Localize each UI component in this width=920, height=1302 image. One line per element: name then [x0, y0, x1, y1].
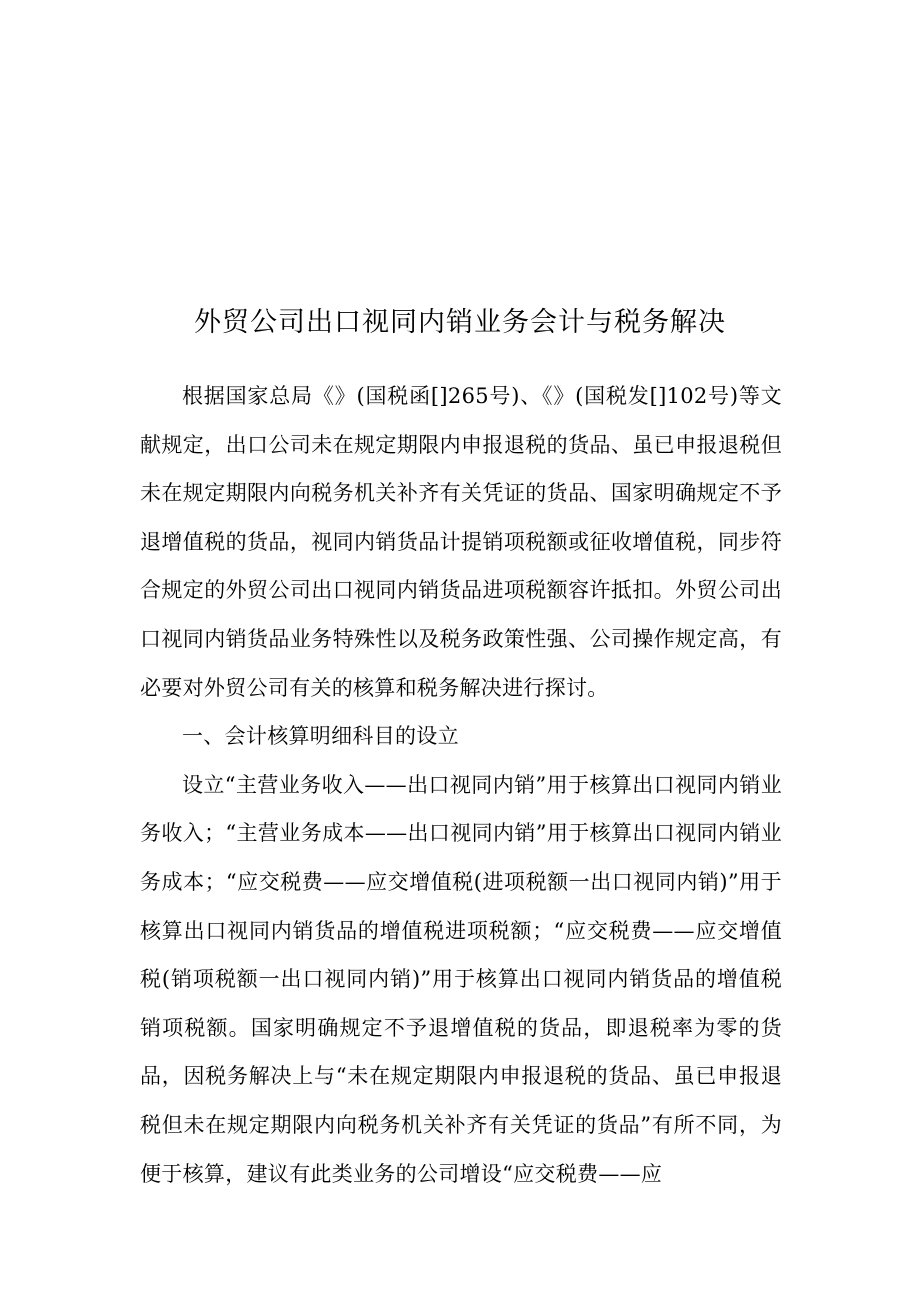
paragraph-accounts: 设立“主营业务收入——出口视同内销”用于核算出口视同内销业务收入；“主营业务成本——出口视同内销”用于核算出口视同内销业务成本；“应交税费——应交增值税(进项税额一出口视同内销)”用于核算出口视同内销货品的增值税进项税额；“应交税费——应交增值税(销项税额一出口视同内销)”用于核算出口视同内销货品的增值税销项税额。国家明确规定不予退增值税的货品，即退税率为零的货品，因税务解决上与“未在规定期限内申报退税的货品、虽已申报退税但未在规定期限内向税务机关补齐有关凭证的货品”有所不同，为便于核算，建议有此类业务的公司增设“应交税费——应: [140, 772, 782, 1186]
document-title: 外贸公司出口视同内销业务会计与税务解决: [194, 307, 726, 338]
paragraph-intro: 根据国家总局《》(国税函[]265号)、《》(国税发[]102号)等文献规定，出口公司未在规定期限内申报退税的货品、虽已申报退税但未在规定期限内向税务机关补齐有关凭证的货品、国家明确规定不予退增值税的货品，视同内销货品计提销项税额或征收增值税，同步符合规定的外贸公司出口视同内销货品进项税额容许抵扣。外贸公司出口视同内销货品业务特殊性以及税务政策性强、公司操作规定高，有必要对外贸公司有关的核算和税务解决进行探讨。: [140, 384, 782, 700]
document-body: [140, 372, 782, 1198]
section-heading: 一、会计核算明细科目的设立: [182, 724, 459, 749]
